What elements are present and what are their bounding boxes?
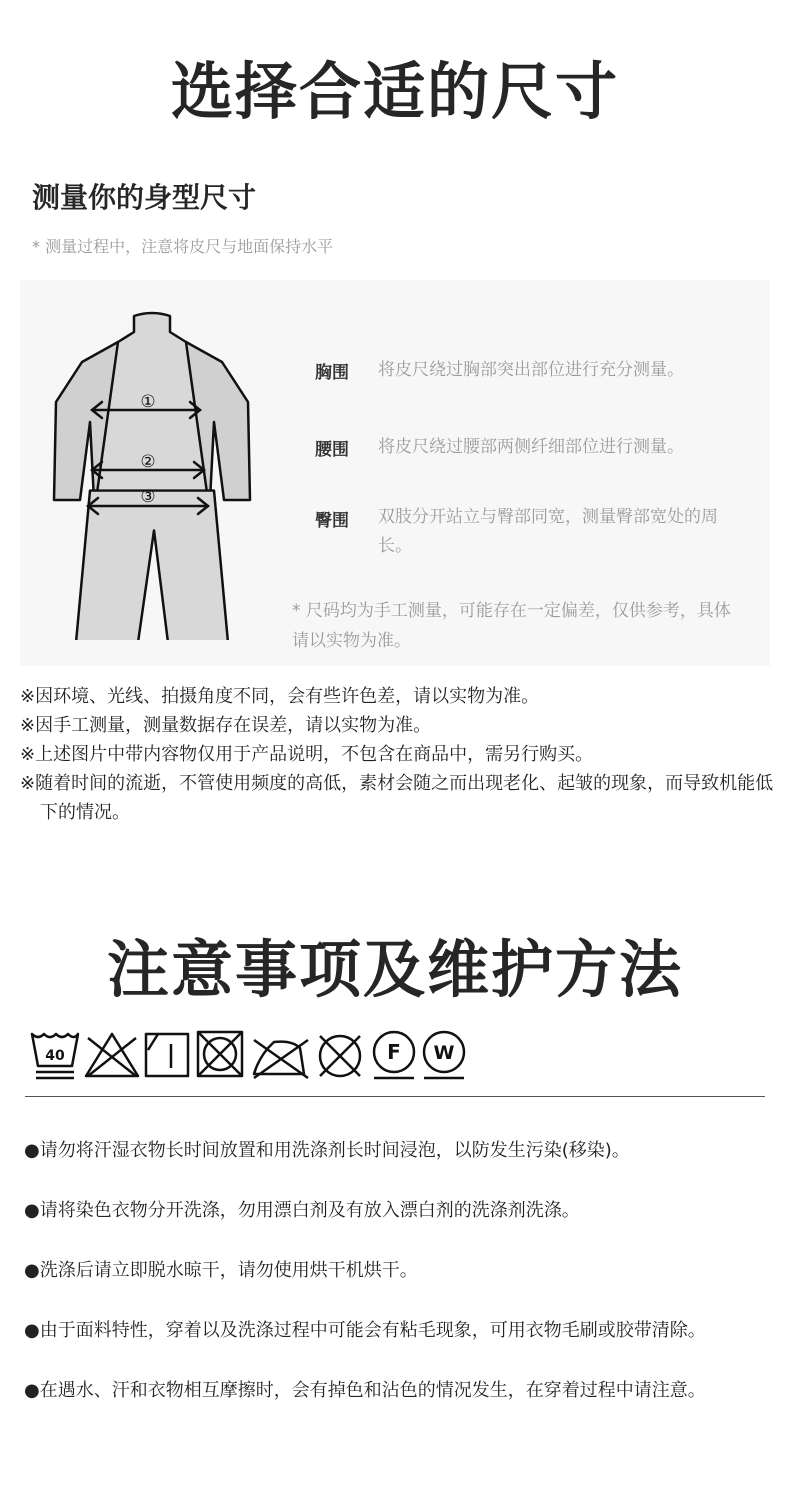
marker-hip: ③ — [140, 487, 156, 507]
no-iron-icon — [254, 1040, 308, 1078]
section-divider — [25, 1096, 765, 1097]
measure-hint: * 测量过程中，注意将皮尺与地面保持水平 — [32, 237, 334, 256]
chest-desc: 将皮尺绕过胸部突出部位进行充分测量。 — [378, 360, 684, 380]
disclaimer-item: ※因环境、光线、拍摄角度不同，会有些许色差，请以实物为准。 — [20, 686, 540, 707]
care-item: ●洗涤后请立即脱水晾干，请勿使用烘干机烘干。 — [24, 1260, 418, 1281]
no-dry-clean-icon — [320, 1036, 360, 1076]
no-bleach-icon — [86, 1034, 138, 1076]
care-item: ●请将染色衣物分开洗涤，勿用漂白剂及有放入漂白剂的洗涤剂洗涤。 — [24, 1200, 580, 1221]
marker-chest: ① — [140, 392, 156, 412]
hip-label: 臀围 — [315, 511, 349, 531]
no-tumble-dry-icon — [198, 1032, 242, 1076]
care-item: ●由于面料特性，穿着以及洗涤过程中可能会有粘毛现象，可用衣物毛刷或胶带清除。 — [24, 1320, 706, 1341]
size-section-title: 选择合适的尺寸 — [170, 55, 619, 128]
care-icons-row — [30, 1026, 480, 1084]
line-dry-icon — [146, 1034, 188, 1076]
measurement-panel — [20, 280, 770, 666]
measurement-note: * 尺码均为手工测量，可能存在一定偏差，仅供参考，具体请以实物为准。 — [292, 601, 731, 651]
wash-temp-label: 40 — [45, 1048, 65, 1064]
disclaimer-item: ※因手工测量，测量数据存在误差，请以实物为准。 — [20, 715, 432, 736]
waist-desc: 将皮尺绕过腰部两侧纤细部位进行测量。 — [378, 437, 684, 457]
wet-clean-letter: W — [433, 1042, 455, 1064]
care-item: ●在遇水、汗和衣物相互摩擦时，会有掉色和沾色的情况发生，在穿着过程中请注意。 — [24, 1380, 706, 1401]
marker-waist: ② — [140, 452, 156, 472]
chest-label: 胸围 — [315, 363, 349, 383]
dry-clean-letter: F — [387, 1040, 401, 1064]
waist-label: 腰围 — [315, 440, 349, 460]
disclaimer-item: ※上述图片中带内容物仅用于产品说明，不包含在商品中，需另行购买。 — [20, 744, 594, 765]
disclaimer-notes — [20, 682, 780, 827]
hip-desc: 双肢分开站立与臀部同宽，测量臀部宽处的周长。 — [378, 507, 718, 556]
care-item: ●请勿将汗湿衣物长时间放置和用洗涤剂长时间浸泡，以防发生污染(移染)。 — [24, 1140, 630, 1161]
measure-subtitle: 测量你的身型尺寸 — [32, 181, 257, 214]
disclaimer-item: ※随着时间的流逝，不管使用频度的高低，素材会随之而出现老化、起皱的现象，而导致机能低下的情况。 — [20, 773, 774, 823]
care-section-title: 注意事项及维护方法 — [106, 933, 683, 1006]
body-figure-illustration — [52, 310, 252, 640]
